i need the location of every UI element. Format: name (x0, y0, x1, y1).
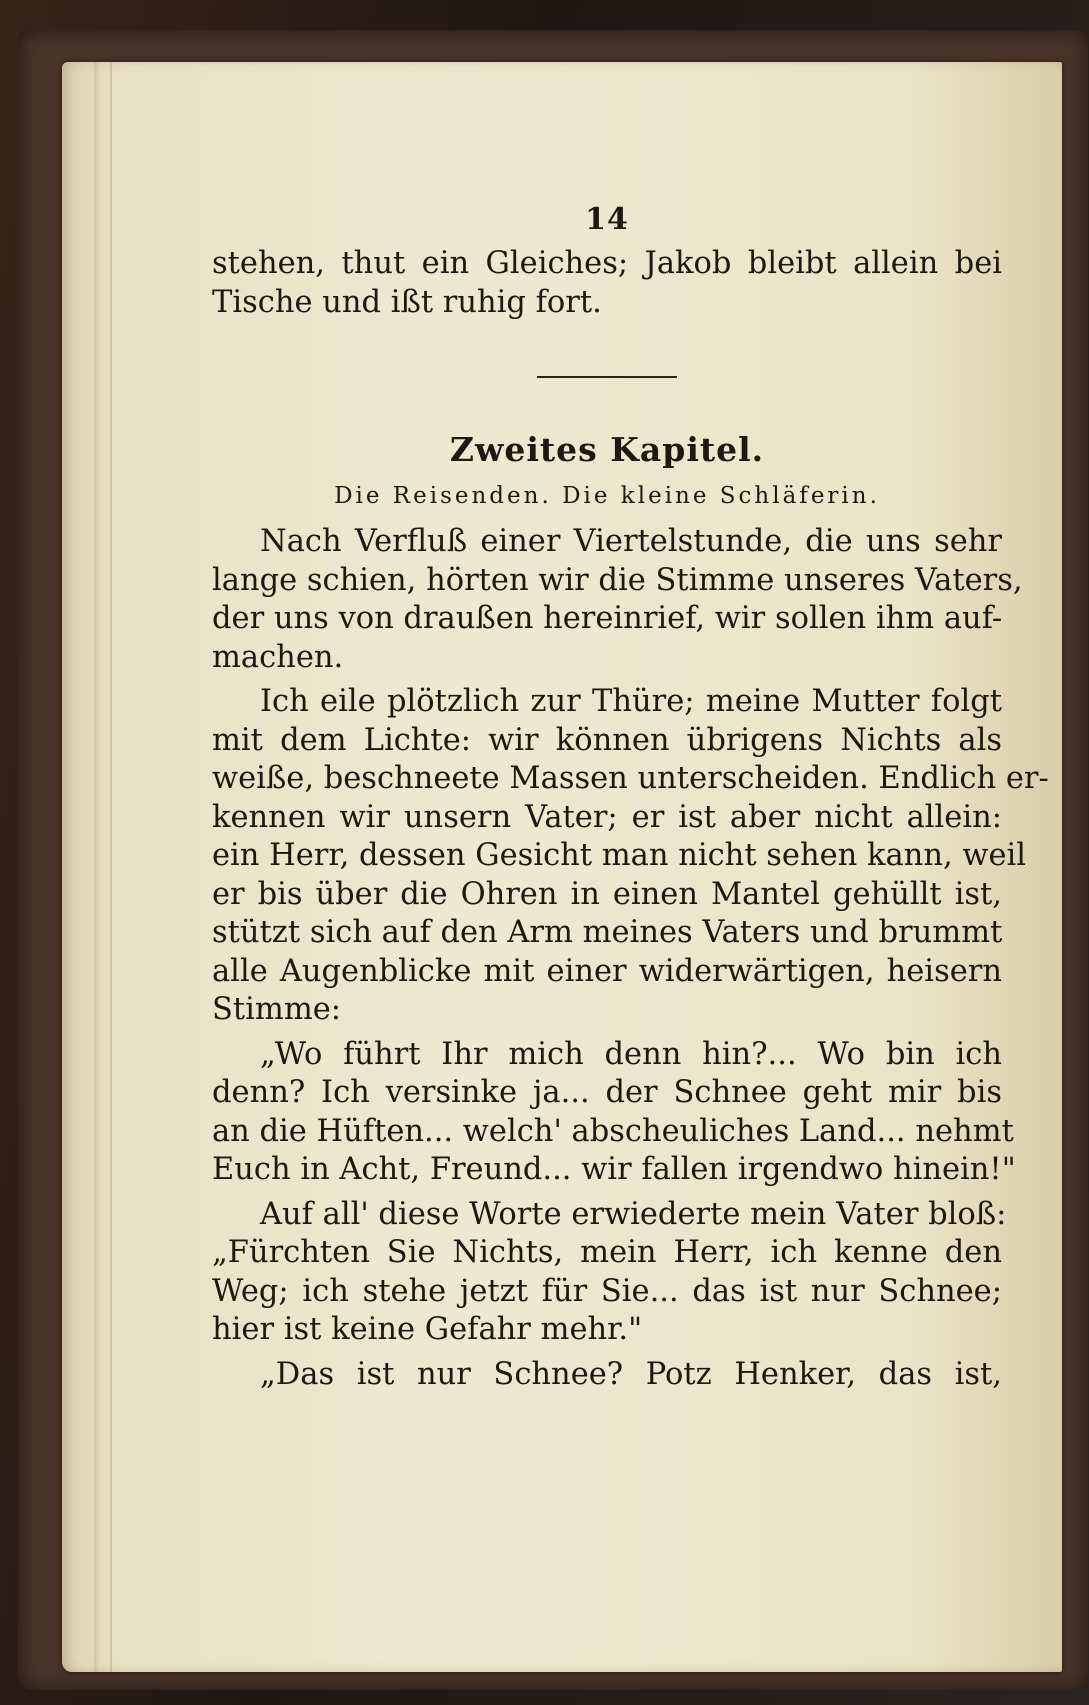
page-text-block (212, 202, 1049, 1400)
text-line: an die Hüften... welch' abscheuliches Land... nehmt (212, 1113, 1014, 1149)
text-line: Euch in Acht, Freund... wir fallen irgendwo hinein!" (212, 1152, 1016, 1187)
text-line: weiße, beschneete Massen unterscheiden. Endlich er- (212, 761, 1049, 796)
book-page (62, 62, 1062, 1672)
text-line: Tische und ißt ruhig fort. (212, 284, 602, 320)
text-line: machen. (212, 639, 344, 675)
section-divider (537, 376, 677, 378)
text-line: „Das ist nur Schnee? Potz Henker, das ist, (260, 1356, 1002, 1392)
text-line: alle Augenblicke mit einer widerwärtigen, heisern (212, 953, 1002, 989)
text-line: Ich eile plötzlich zur Thüre; meine Mutter folgt (260, 684, 1002, 719)
text-line: denn? Ich versinke ja... der Schnee geht mir bis (212, 1075, 1002, 1110)
text-line: „Fürchten Sie Nichts, mein Herr, ich kenne den (212, 1235, 1002, 1270)
text-line: Stimme: (212, 992, 342, 1027)
paragraph (212, 523, 1023, 677)
text-line: ein Herr, dessen Gesicht man nicht sehen kann, weil (212, 838, 1027, 873)
text-line: mit dem Lichte: wir können übrigens Nichts als (212, 722, 1002, 758)
chapter-title: Zweites Kapitel. (449, 430, 765, 469)
text-line: er bis über die Ohren in einen Mantel gehüllt ist, (212, 876, 1002, 912)
paragraph (212, 1036, 1016, 1190)
text-line: kennen wir unsern Vater; er ist aber nicht allein: (212, 799, 1002, 835)
page-gutter-line (110, 62, 112, 1672)
text-line: Auf all' diese Worte erwiederte mein Vater bloß: (260, 1196, 1007, 1232)
text-line: der uns von draußen hereinrief, wir sollen ihm auf- (212, 601, 1003, 636)
paragraph (212, 1196, 1007, 1350)
text-line: Weg; ich stehe jetzt für Sie... das ist nur Schnee; (212, 1273, 1002, 1309)
paragraph (212, 1356, 1002, 1395)
text-line: „Wo führt Ihr mich denn hin?... Wo bin ich (260, 1036, 1002, 1072)
text-line: stützt sich auf den Arm meines Vaters und brummt (212, 915, 1003, 950)
page-gutter-shadow (94, 62, 100, 1672)
chapter-subtitle: Die Reisenden. Die kleine Schläferin. (334, 483, 880, 509)
paragraph (212, 683, 1049, 1030)
text-line: lange schien, hörten wir die Stimme unseres Vaters, (212, 562, 1023, 598)
opening-paragraph (212, 245, 1002, 322)
page-number: 14 (585, 202, 629, 237)
text-line: hier ist keine Gefahr mehr." (212, 1312, 643, 1347)
text-line: Nach Verfluß einer Viertelstunde, die uns sehr (260, 524, 1002, 559)
text-line: stehen, thut ein Gleiches; Jakob bleibt allein bei (212, 246, 1002, 281)
